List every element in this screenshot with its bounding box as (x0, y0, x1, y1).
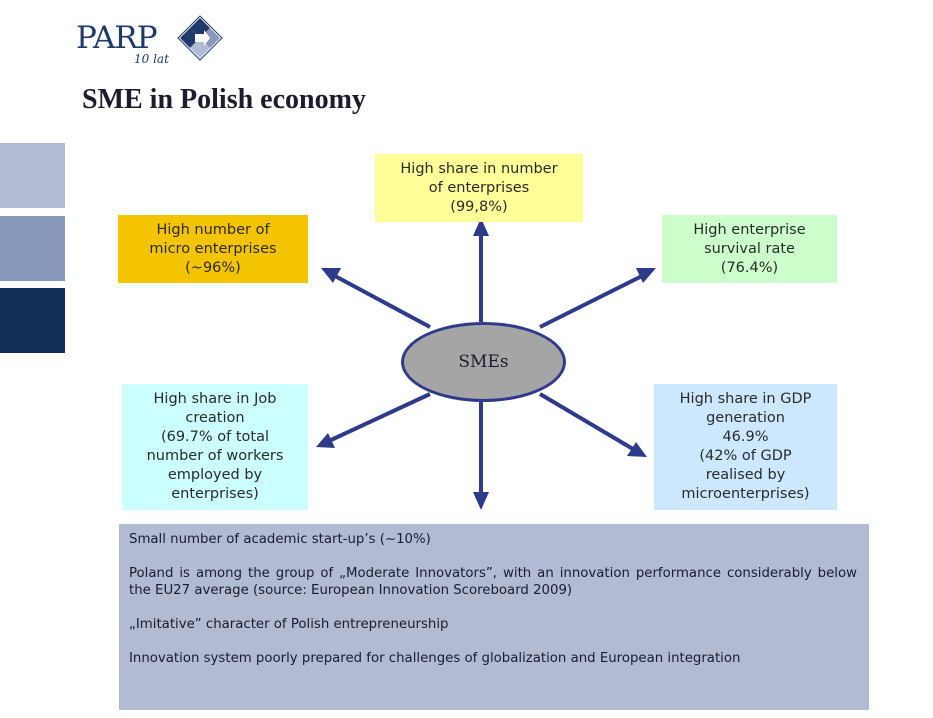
arrow-upper-left (321, 268, 430, 327)
info-item: Small number of academic start-up’s (~10%) (129, 532, 431, 547)
box-line: creation (185, 410, 245, 426)
box-line: High number of (156, 221, 270, 238)
box-line: employed by (167, 467, 263, 483)
box-micro-enterprises (118, 215, 308, 283)
info-item: Innovation system poorly prepared for challenges of globalization and European integration (129, 651, 741, 666)
box-line: (~96%) (185, 259, 241, 276)
box-line: High share in GDP (679, 391, 812, 407)
box-line: generation (706, 410, 785, 426)
info-box (119, 524, 869, 710)
box-line: micro enterprises (149, 240, 277, 257)
box-line: microenterprises) (681, 486, 810, 502)
info-item: Poland is among the group of „Moderate Innovators”, with an innovation performance considerably below the EU27 average (source: European Innovation Scoreboard 2009) (129, 566, 857, 598)
arrow-lower-right (540, 394, 647, 457)
box-line: (42% of GDP (699, 448, 792, 464)
box-survival-rate (662, 215, 837, 283)
box-gdp-generation (654, 384, 837, 510)
box-line: realised by (705, 467, 786, 483)
smes-center-node (401, 322, 566, 402)
arrow-lower-left (316, 394, 430, 448)
box-line: High share in number (400, 160, 558, 177)
center-label: SMEs (458, 352, 509, 372)
box-line: number of workers (146, 448, 284, 464)
box-line: (76.4%) (720, 259, 779, 276)
box-line: High enterprise (693, 221, 806, 238)
info-item: „Imitative” character of Polish entrepreneurship (129, 617, 449, 632)
box-line: High share in Job (153, 391, 277, 407)
arrow-up (473, 218, 489, 322)
box-line: 46.9% (722, 429, 769, 445)
arrow-down (473, 402, 489, 510)
page-title: SME in Polish economy (82, 84, 366, 115)
box-line: survival rate (704, 240, 795, 257)
box-line: (69.7% of total (160, 429, 270, 445)
box-line: (99,8%) (450, 198, 508, 215)
box-line: enterprises) (171, 486, 259, 502)
logo-subtitle: 10 lat (134, 52, 169, 66)
box-enterprise-share (375, 154, 583, 222)
box-line: of enterprises (428, 179, 530, 196)
box-job-creation (122, 384, 308, 510)
arrow-upper-right (540, 268, 656, 327)
logo-text: PARP (76, 20, 157, 56)
